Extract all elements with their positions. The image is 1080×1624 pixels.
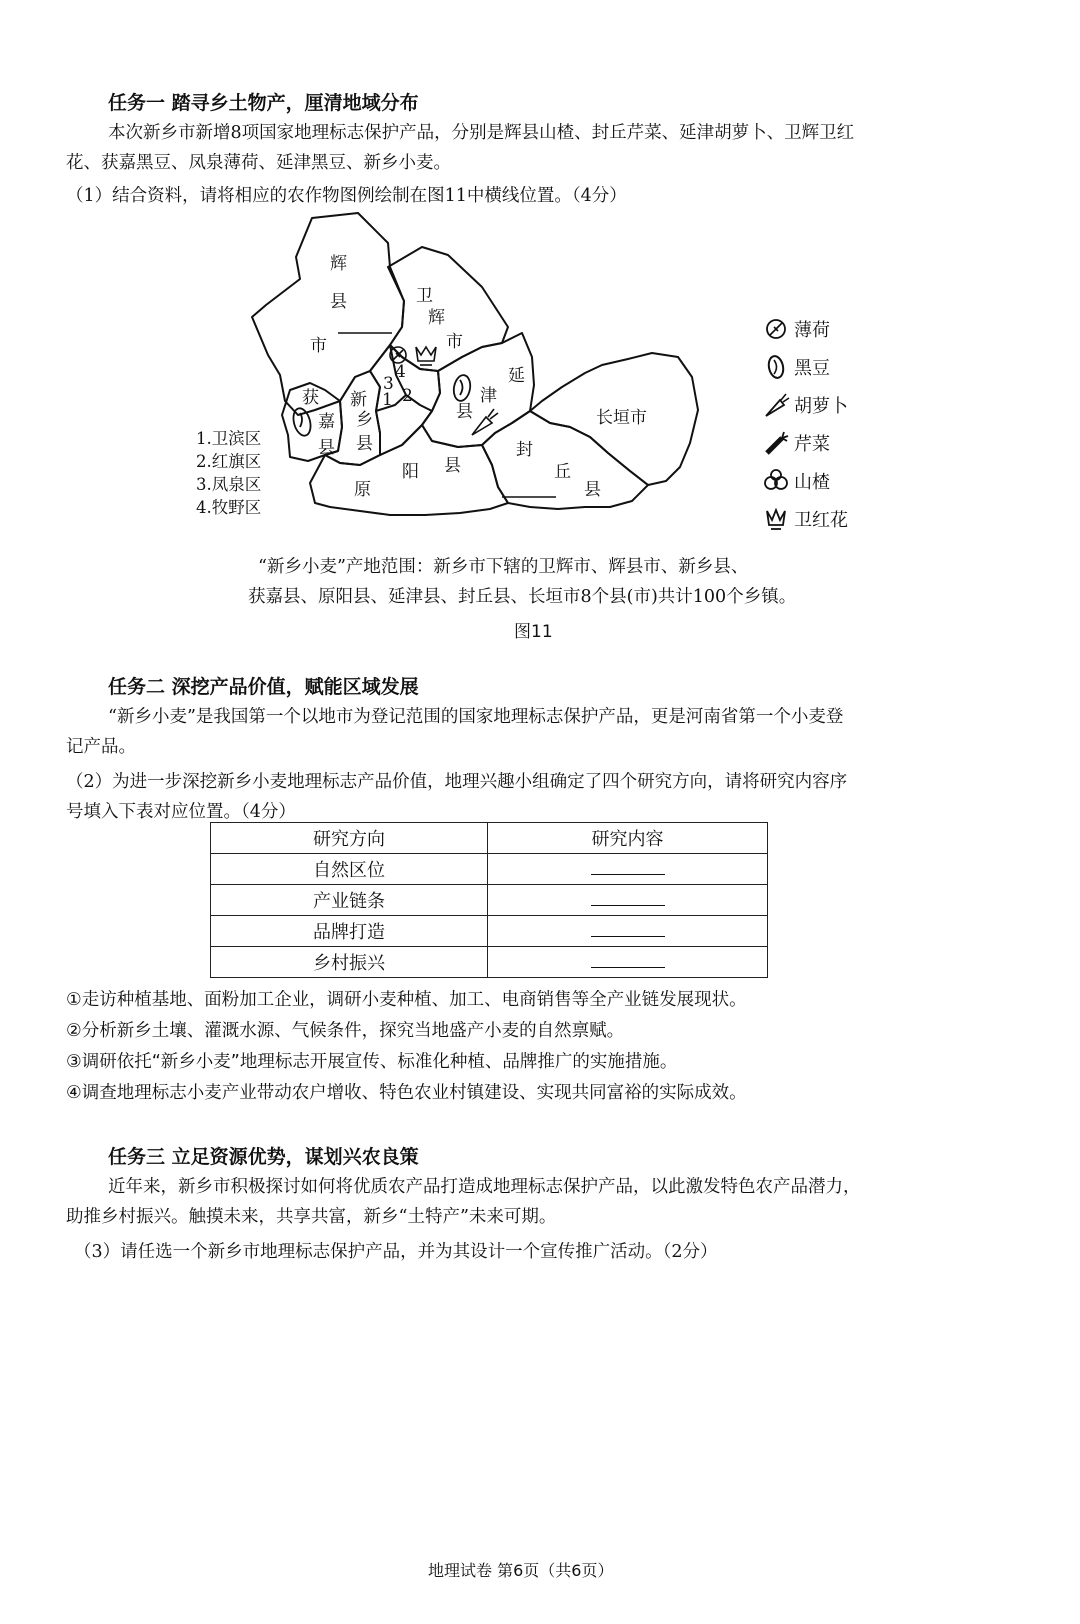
- label-weihui-3: 市: [446, 332, 463, 352]
- task2-intro-line2: 记产品。: [66, 737, 136, 757]
- legend-label: 黑豆: [794, 358, 830, 379]
- label-yuanyang-3: 县: [444, 456, 461, 476]
- safflower-icon: [416, 347, 436, 365]
- task2-question-line1: （2）为进一步深挖新乡小麦地理标志产品价值，地理兴趣小组确定了四个研究方向，请将研究内容序: [66, 772, 848, 792]
- label-yuanyang-1: 原: [354, 480, 371, 500]
- option-item: ①走访种植基地、面粉加工企业，调研小麦种植、加工、电商销售等全产业链发展现状。: [66, 990, 747, 1010]
- task3-question: （3）请任选一个新乡市地理标志保护产品，并为其设计一个宣传推广活动。（2分）: [74, 1242, 718, 1262]
- task1-intro-line1: 本次新乡市新增8项国家地理标志保护产品，分别是辉县山楂、封丘芹菜、延津胡萝卜、卫辉卫红: [108, 123, 855, 143]
- legend-label: 卫红花: [794, 510, 848, 531]
- legend-label: 胡萝卜: [794, 396, 848, 417]
- district-number-3: 3: [383, 374, 394, 394]
- task1-question: （1）结合资料，请将相应的农作物图例绘制在图11中横线位置。（4分）: [66, 186, 627, 206]
- task1-title: 任务一 踏寻乡土物产，厘清地域分布: [108, 92, 419, 114]
- label-yanjin-2: 津: [480, 386, 497, 406]
- task1-intro-line2: 花、获嘉黑豆、凤泉薄荷、延津黑豆、新乡小麦。: [66, 153, 451, 173]
- carrot-icon: [762, 391, 790, 419]
- label-fengqiu-2: 丘: [554, 462, 571, 482]
- label-xinxiang-3: 县: [356, 434, 373, 454]
- answer-blank[interactable]: [591, 953, 665, 968]
- district-number-1: 1: [382, 390, 393, 410]
- district-list-item: 3.凤泉区: [196, 475, 262, 494]
- table-cell-answer[interactable]: [488, 854, 768, 885]
- table-cell-direction: 乡村振兴: [211, 947, 488, 978]
- label-weihui-1: 卫: [416, 286, 433, 306]
- label-fengqiu-3: 县: [584, 480, 601, 500]
- map-note-line1: “新乡小麦”产地范围：新乡市下辖的卫辉市、辉县市、新乡县、: [258, 557, 749, 577]
- table-cell-answer[interactable]: [488, 885, 768, 916]
- table-row: [211, 854, 768, 885]
- carrot-icon: [472, 409, 498, 435]
- table-row: [211, 916, 768, 947]
- label-huixian-1: 辉: [330, 254, 347, 274]
- task2-question-line2: 号填入下表对应位置。（4分）: [66, 802, 296, 822]
- label-xinxiang-1: 新: [350, 390, 367, 410]
- map-note-line2: 获嘉县、原阳县、延津县、封丘县、长垣市8个县(市)共计100个乡镇。: [248, 587, 797, 607]
- table-cell-answer[interactable]: [488, 947, 768, 978]
- table-header: 研究方向: [211, 823, 488, 854]
- black-bean-icon: [762, 353, 790, 381]
- research-table: [210, 822, 768, 978]
- task3-intro-line2: 助推乡村振兴。触摸未来，共享共富，新乡“土特产”未来可期。: [66, 1207, 557, 1227]
- answer-blank[interactable]: [591, 891, 665, 906]
- region-huixian: [252, 213, 404, 415]
- table-cell-direction: 自然区位: [211, 854, 488, 885]
- answer-blank[interactable]: [591, 860, 665, 875]
- figure-caption: 图11: [514, 622, 553, 642]
- table-cell-answer[interactable]: [488, 916, 768, 947]
- label-weihui-2: 辉: [428, 308, 445, 328]
- task3-intro-line1: 近年来，新乡市积极探讨如何将优质农产品打造成地理标志保护产品，以此激发特色农产品潜力，: [108, 1177, 861, 1197]
- map-legend: [762, 310, 848, 538]
- safflower-icon: [762, 505, 790, 533]
- table-header: 研究内容: [488, 823, 768, 854]
- option-item: ②分析新乡土壤、灌溉水源、气候条件，探究当地盛产小麦的自然禀赋。: [66, 1021, 625, 1041]
- black-bean-icon: [452, 374, 472, 402]
- district-number-4: 4: [395, 362, 406, 382]
- table-row: [211, 947, 768, 978]
- answer-blank[interactable]: [591, 922, 665, 937]
- legend-label: 山楂: [794, 472, 830, 493]
- option-item: ③调研依托“新乡小麦”地理标志开展宣传、标准化种植、品牌推广的实施措施。: [66, 1052, 678, 1072]
- district-list-item: 4.牧野区: [196, 498, 262, 517]
- table-cell-direction: 产业链条: [211, 885, 488, 916]
- task3-title: 任务三 立足资源优势，谋划兴农良策: [108, 1146, 419, 1168]
- label-fengqiu-1: 封: [516, 440, 533, 460]
- legend-label: 薄荷: [794, 320, 830, 341]
- task2-intro-line1: “新乡小麦”是我国第一个以地市为登记范围的国家地理标志保护产品，更是河南省第一个小麦登: [108, 707, 844, 727]
- label-yanjin-3: 县: [456, 402, 473, 422]
- district-list-item: 2.红旗区: [196, 452, 262, 471]
- label-huojia-1: 获: [302, 388, 319, 408]
- legend-label: 芹菜: [794, 434, 830, 455]
- district-list-item: 1.卫滨区: [196, 429, 262, 448]
- label-huixian-3: 市: [310, 336, 327, 356]
- celery-icon: [762, 429, 790, 457]
- label-huojia-3: 县: [318, 438, 335, 458]
- label-huojia-2: 嘉: [318, 412, 335, 432]
- table-cell-direction: 品牌打造: [211, 916, 488, 947]
- label-changyuan: 长垣市: [596, 408, 647, 428]
- page-footer: 地理试卷 第6页（共6页）: [428, 1561, 614, 1580]
- label-huixian-2: 县: [330, 292, 347, 312]
- mint-icon: [762, 315, 790, 343]
- district-number-2: 2: [402, 386, 413, 406]
- hawthorn-icon: [762, 467, 790, 495]
- label-xinxiang-2: 乡: [356, 410, 373, 430]
- option-item: ④调查地理标志小麦产业带动农户增收、特色农业村镇建设、实现共同富裕的实际成效。: [66, 1083, 747, 1103]
- task2-title: 任务二 深挖产品价值，赋能区域发展: [108, 676, 419, 698]
- label-yuanyang-2: 阳: [402, 462, 419, 482]
- label-yanjin-1: 延: [508, 366, 525, 386]
- table-row: [211, 885, 768, 916]
